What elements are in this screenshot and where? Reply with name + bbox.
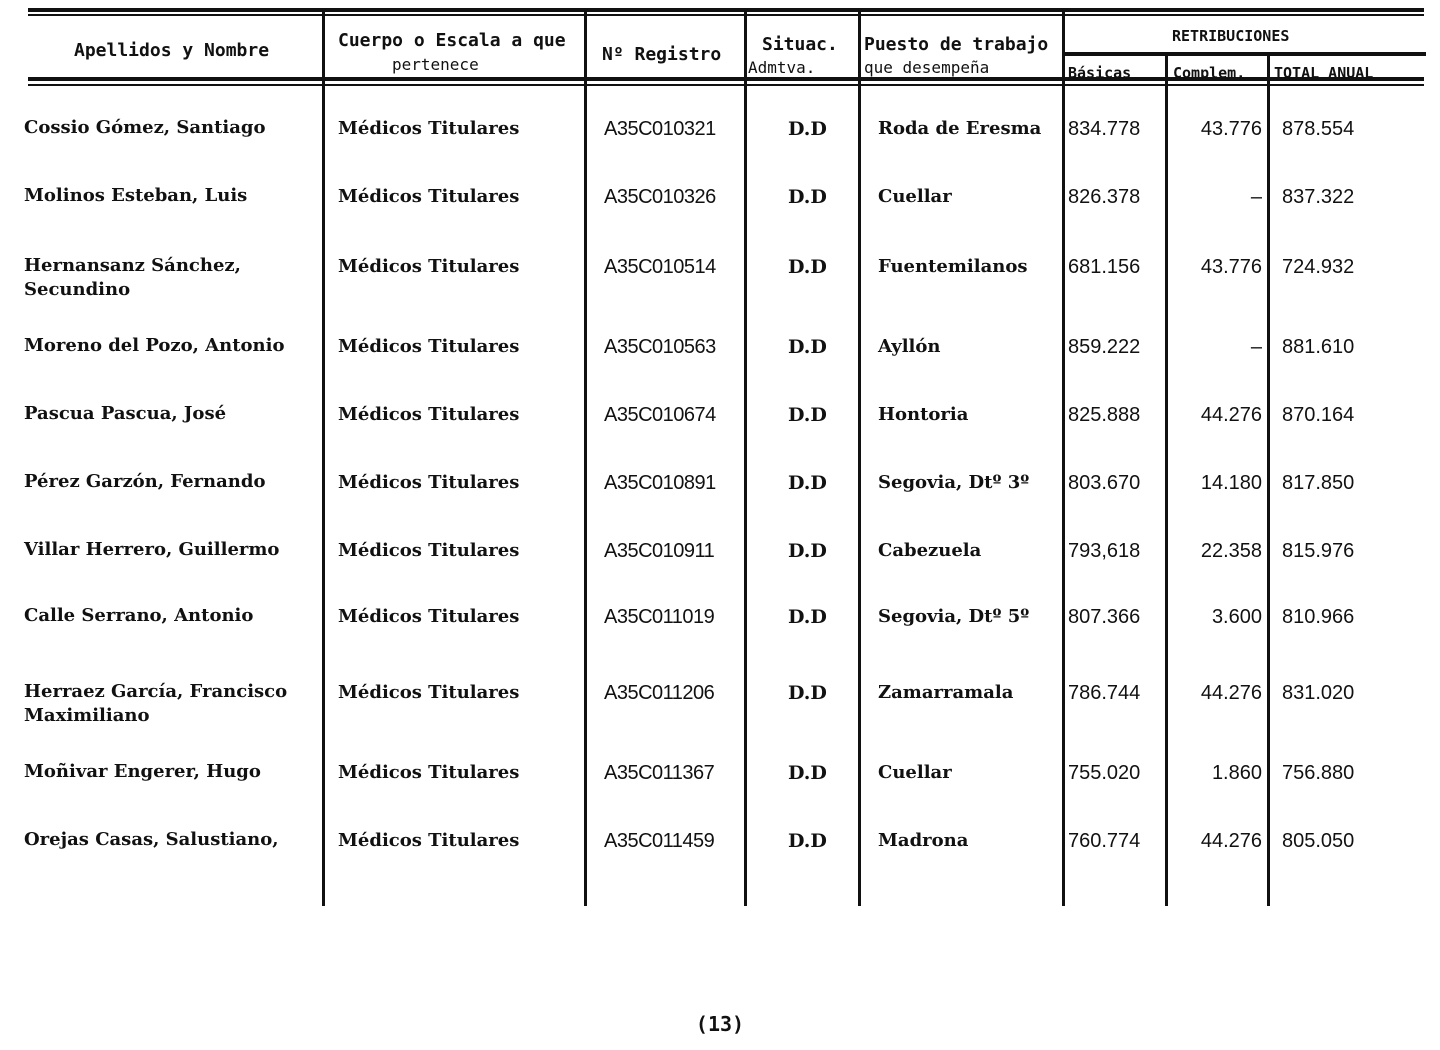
cell-nombre: Cossio Gómez, Santiago — [24, 117, 266, 138]
cell-total: 817.850 — [1282, 472, 1355, 494]
cell-puesto: Ayllón — [878, 336, 941, 357]
cell-nombre: Molinos Esteban, Luis — [24, 185, 248, 206]
cell-nombre: Orejas Casas, Salustiano, — [24, 829, 279, 850]
cell-registro: A35C011367 — [604, 762, 715, 784]
header-cuerpo-line1: Cuerpo o Escala a que — [338, 30, 566, 51]
cell-puesto: Cuellar — [878, 186, 952, 207]
header-retribuciones: RETRIBUCIONES — [1172, 27, 1290, 45]
header-puesto-line2: que desempeña — [864, 58, 990, 77]
cell-puesto: Madrona — [878, 830, 969, 851]
header-puesto-line1: Puesto de trabajo — [864, 34, 1049, 55]
header-complem: Complem. — [1173, 64, 1246, 82]
cell-basicas: 681.156 — [1068, 256, 1141, 278]
cell-registro: A35C010911 — [604, 540, 715, 562]
cell-puesto: Cabezuela — [878, 540, 982, 561]
cell-cuerpo: Médicos Titulares — [338, 186, 520, 207]
cell-basicas: 859.222 — [1068, 336, 1141, 358]
cell-total: 837.322 — [1282, 186, 1355, 208]
cell-complem: 44.276 — [1200, 830, 1262, 852]
cell-complem: – — [1250, 186, 1262, 208]
table-row — [0, 680, 1440, 740]
cell-nombre: Moñivar Engerer, Hugo — [24, 761, 261, 782]
cell-total: 878.554 — [1282, 118, 1355, 140]
cell-complem: 43.776 — [1200, 118, 1262, 140]
cell-puesto: Zamarramala — [878, 682, 1014, 703]
cell-complem: 44.276 — [1200, 682, 1262, 704]
table-row — [0, 760, 1440, 820]
table-row — [0, 334, 1440, 394]
page-number: (13) — [695, 1012, 745, 1036]
top-rule — [28, 8, 1424, 12]
table-row — [0, 470, 1440, 530]
cell-cuerpo: Médicos Titulares — [338, 118, 520, 139]
cell-complem: 14.180 — [1200, 472, 1262, 494]
cell-registro: A35C010891 — [604, 472, 716, 494]
cell-cuerpo: Médicos Titulares — [338, 472, 520, 493]
cell-total: 805.050 — [1282, 830, 1355, 852]
cell-situacion: D.D — [788, 118, 827, 140]
cell-cuerpo: Médicos Titulares — [338, 606, 520, 627]
table-row — [0, 538, 1440, 598]
cell-registro: A35C010674 — [604, 404, 716, 426]
header-bottom-rule-thin — [28, 84, 1424, 86]
cell-basicas: 834.778 — [1068, 118, 1141, 140]
header-registro: Nº Registro — [602, 44, 722, 65]
cell-nombre: Villar Herrero, Guillermo — [24, 539, 280, 560]
cell-nombre: Calle Serrano, Antonio — [24, 605, 254, 626]
table-row — [0, 116, 1440, 176]
cell-situacion: D.D — [788, 762, 827, 784]
cell-puesto: Hontoria — [878, 404, 969, 425]
cell-nombre: Hernansanz Sánchez, Secundino — [24, 255, 241, 300]
cell-registro: A35C010563 — [604, 336, 716, 358]
table-row — [0, 184, 1440, 244]
cell-complem: 1.860 — [1211, 762, 1262, 784]
retribuciones-divider — [1064, 52, 1426, 56]
cell-nombre: Pascua Pascua, José — [24, 403, 227, 424]
cell-cuerpo: Médicos Titulares — [338, 336, 520, 357]
table-row — [0, 402, 1440, 462]
cell-situacion: D.D — [788, 540, 827, 562]
cell-total: 815.976 — [1282, 540, 1355, 562]
cell-registro: A35C010326 — [604, 186, 716, 208]
cell-total: 756.880 — [1282, 762, 1355, 784]
cell-registro: A35C010321 — [604, 118, 716, 140]
cell-cuerpo: Médicos Titulares — [338, 830, 520, 851]
cell-basicas: 826.378 — [1068, 186, 1141, 208]
cell-situacion: D.D — [788, 472, 827, 494]
cell-total: 831.020 — [1282, 682, 1355, 704]
cell-situacion: D.D — [788, 682, 827, 704]
cell-nombre: Herraez García, Francisco Maximiliano — [24, 681, 288, 726]
table-row — [0, 254, 1440, 314]
header-total: TOTAL ANUAL — [1274, 64, 1374, 82]
cell-cuerpo: Médicos Titulares — [338, 404, 520, 425]
cell-situacion: D.D — [788, 186, 827, 208]
cell-puesto: Fuentemilanos — [878, 256, 1028, 277]
cell-situacion: D.D — [788, 830, 827, 852]
cell-registro: A35C011019 — [604, 606, 715, 628]
cell-basicas: 755.020 — [1068, 762, 1141, 784]
cell-cuerpo: Médicos Titulares — [338, 540, 520, 561]
cell-nombre: Moreno del Pozo, Antonio — [24, 335, 285, 356]
cell-registro: A35C011459 — [604, 830, 715, 852]
cell-complem: 3.600 — [1211, 606, 1262, 628]
table-row — [0, 604, 1440, 664]
cell-nombre: Pérez Garzón, Fernando — [24, 471, 266, 492]
cell-basicas: 793,618 — [1068, 540, 1141, 562]
cell-total: 724.932 — [1282, 256, 1355, 278]
cell-cuerpo: Médicos Titulares — [338, 256, 520, 277]
cell-cuerpo: Médicos Titulares — [338, 682, 520, 703]
cell-cuerpo: Médicos Titulares — [338, 762, 520, 783]
cell-situacion: D.D — [788, 256, 827, 278]
cell-situacion: D.D — [788, 336, 827, 358]
cell-total: 810.966 — [1282, 606, 1355, 628]
table-row — [0, 828, 1440, 888]
top-rule-thin — [28, 14, 1424, 16]
cell-basicas: 760.774 — [1068, 830, 1141, 852]
header-nombre: Apellidos y Nombre — [74, 40, 270, 61]
header-situacion-line2: Admtva. — [748, 58, 816, 77]
cell-situacion: D.D — [788, 606, 827, 628]
cell-complem: – — [1250, 336, 1262, 358]
cell-puesto: Segovia, Dtº 5º — [878, 606, 1030, 627]
cell-basicas: 807.366 — [1068, 606, 1141, 628]
cell-registro: A35C010514 — [604, 256, 716, 278]
cell-complem: 22.358 — [1200, 540, 1262, 562]
cell-basicas: 825.888 — [1068, 404, 1141, 426]
cell-total: 881.610 — [1282, 336, 1355, 358]
cell-registro: A35C011206 — [604, 682, 715, 704]
cell-basicas: 803.670 — [1068, 472, 1141, 494]
cell-total: 870.164 — [1282, 404, 1355, 426]
cell-puesto: Segovia, Dtº 3º — [878, 472, 1030, 493]
cell-situacion: D.D — [788, 404, 827, 426]
cell-basicas: 786.744 — [1068, 682, 1141, 704]
cell-complem: 44.276 — [1200, 404, 1262, 426]
cell-complem: 43.776 — [1200, 256, 1262, 278]
header-basicas: Básicas — [1068, 64, 1132, 82]
cell-puesto: Cuellar — [878, 762, 952, 783]
header-situacion-line1: Situac. — [762, 34, 838, 55]
header-cuerpo-line2: pertenece — [392, 55, 479, 74]
cell-puesto: Roda de Eresma — [878, 118, 1042, 139]
